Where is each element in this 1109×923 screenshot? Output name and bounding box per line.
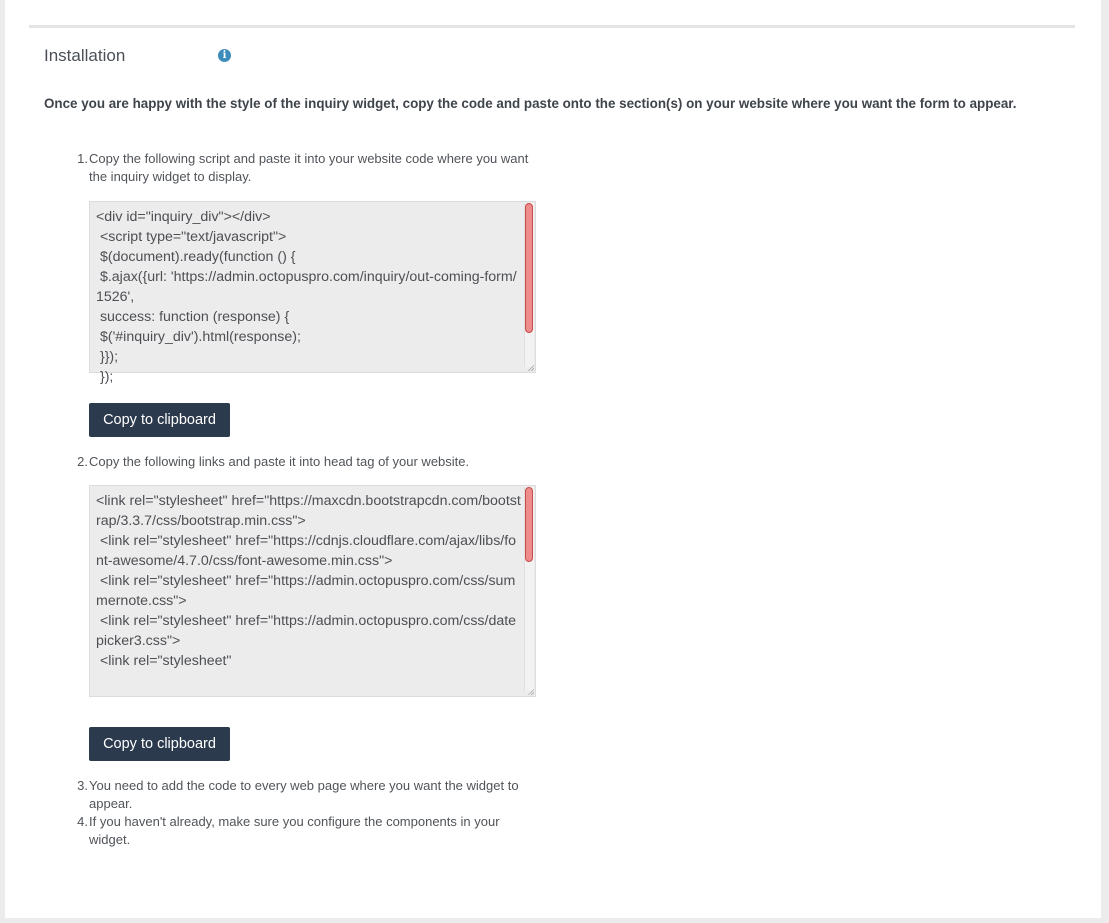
copy-script-button[interactable]: Copy to clipboard	[89, 403, 230, 437]
intro-text: Once you are happy with the style of the inquiry widget, copy the code and paste onto the section(s) on your website where you want the form to appear.	[44, 96, 1017, 111]
step-text: Copy the following script and paste it into your website code where you want the inquiry widget to display.	[89, 151, 529, 184]
step-2	[74, 453, 534, 471]
step-text: Copy the following links and paste it into head tag of your website.	[89, 454, 470, 469]
script-code-scrollbar[interactable]	[524, 203, 534, 367]
links-code-text: <link rel="stylesheet" href="https://maxcdn.bootstrapcdn.com/bootstrap/3.3.7/css/bootstrap.min.css"> <link rel="stylesheet" href="https://cdnjs.cloudflare.com/ajax/libs/font-awesome/4.7.0/css/font-awesome.min.css"> <link rel="stylesheet" href="https://admin.octopuspro.com/css/summernote.css"> <link rel="stylesheet" href="https://admin.octopuspro.com/css/datepicker3.css"> <link rel="stylesheet"	[96, 493, 521, 669]
step-4	[74, 813, 534, 849]
resize-grip-icon[interactable]	[528, 365, 534, 371]
step-text: You need to add the code to every web page where you want the widget to appear.	[89, 778, 519, 811]
scrollbar-thumb[interactable]	[525, 203, 533, 333]
step-3	[74, 777, 534, 813]
script-code-textarea[interactable]	[89, 201, 536, 385]
step-number: 1.	[77, 151, 88, 166]
info-icon[interactable]: i	[218, 49, 231, 62]
scrollbar-thumb[interactable]	[525, 487, 533, 562]
step-text: If you haven't already, make sure you configure the components in your widget.	[89, 814, 500, 847]
step-1	[74, 150, 534, 186]
links-code-scrollbar[interactable]	[524, 487, 534, 691]
step-number: 4.	[77, 814, 88, 829]
section-title: Installation	[44, 46, 126, 65]
step-number: 3.	[77, 778, 88, 793]
top-divider	[29, 25, 1075, 28]
links-code-textarea[interactable]	[89, 485, 536, 697]
script-code-text: <div id="inquiry_div"></div> <script type="text/javascript"> $(document).ready(function () { $.ajax({url: 'https://admin.octopuspro.com/inquiry/out-coming-form/1526', success: function (response) { $('#inquiry_div').html(response); }}); });	[96, 209, 517, 385]
step-number: 2.	[77, 454, 88, 469]
resize-grip-icon[interactable]	[528, 689, 534, 695]
copy-links-button[interactable]: Copy to clipboard	[89, 727, 230, 761]
